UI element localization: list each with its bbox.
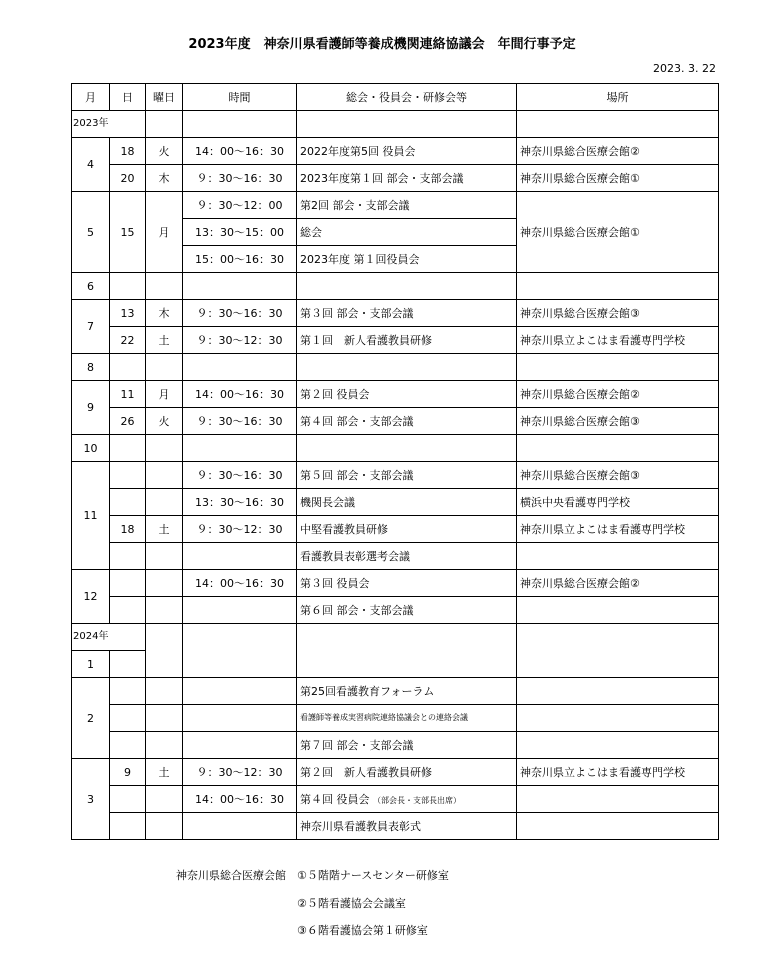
page-title: 2023年度 神奈川県看護師等養成機関連絡協議会 年間行事予定 [188,37,576,52]
event-text: 第４回 役員会 [300,792,370,806]
table-row [72,813,719,840]
month-cell: 1 [72,651,110,678]
day-cell: 15 [110,192,146,273]
table-row [72,732,719,759]
event-cell: 第２回 新人看護教員研修 [297,759,517,786]
table-row [72,543,719,570]
weekday-cell: 土 [146,327,183,354]
weekday-cell: 月 [146,192,183,273]
table-row [72,678,719,705]
event-cell: 2023年度第１回 部会・支部会議 [297,165,517,192]
weekday-cell: 火 [146,138,183,165]
month-cell: 5 [72,192,110,273]
table-row [72,354,719,381]
table-row [72,111,719,138]
time-cell: ９：30〜12：30 [183,759,297,786]
table-row [72,273,719,300]
weekday-cell: 火 [146,408,183,435]
place-cell: 神奈川県総合医療会館② [517,570,719,597]
place-cell: 横浜中央看護専門学校 [517,489,719,516]
day-cell: 11 [110,381,146,408]
event-cell: 第６回 部会・支部会議 [297,597,517,624]
place-cell: 神奈川県総合医療会館② [517,381,719,408]
place-cell: 神奈川県総合医療会館③ [517,408,719,435]
time-cell: ９：30〜16：30 [183,408,297,435]
place-cell: 神奈川県総合医療会館① [517,165,719,192]
table-row [72,300,719,327]
footnote-item: ③６階看護協会第１研修室 [297,924,428,937]
day-cell: 18 [110,516,146,543]
document-date: 2023. 3. 22 [653,62,716,75]
weekday-cell: 木 [146,165,183,192]
event-cell: 2022年度第5回 役員会 [297,138,517,165]
month-cell: 10 [72,435,110,462]
month-cell: 9 [72,381,110,435]
header-place: 場所 [517,84,719,111]
schedule-table [71,83,719,840]
table-row [72,435,719,462]
table-row [72,138,719,165]
table-row [72,381,719,408]
header-weekday: 曜日 [146,84,183,111]
table-row [72,705,719,732]
header-month: 月 [72,84,110,111]
day-cell: 22 [110,327,146,354]
table-row [72,408,719,435]
month-cell: 3 [72,759,110,840]
time-cell: 14：00〜16：30 [183,381,297,408]
weekday-cell: 土 [146,516,183,543]
place-cell: 神奈川県総合医療会館② [517,138,719,165]
day-cell: 18 [110,138,146,165]
month-cell: 6 [72,273,110,300]
place-cell: 神奈川県総合医療会館③ [517,300,719,327]
place-cell: 神奈川県総合医療会館③ [517,462,719,489]
day-cell: 26 [110,408,146,435]
year-label: 2023年 [72,111,146,138]
table-row [72,786,719,813]
table-row [72,489,719,516]
event-cell: 第４回 部会・支部会議 [297,408,517,435]
year-label: 2024年 [72,624,146,651]
event-cell: 看護教員表彰選考会議 [297,543,517,570]
weekday-cell: 月 [146,381,183,408]
time-cell: 14：00〜16：30 [183,786,297,813]
event-cell: 第３回 役員会 [297,570,517,597]
time-cell: 14：00〜16：30 [183,138,297,165]
footnote-label: 神奈川県総合医療会館 [176,869,286,882]
table-row [72,192,719,219]
table-row [72,462,719,489]
event-note: （部会長・支部長出席） [373,795,461,805]
event-cell: 第３回 部会・支部会議 [297,300,517,327]
event-cell: 第１回 新人看護教員研修 [297,327,517,354]
event-cell: 機関長会議 [297,489,517,516]
event-cell: 第２回 役員会 [297,381,517,408]
month-cell: 8 [72,354,110,381]
footnote-item: ②５階看護協会会議室 [297,897,406,910]
event-cell: 神奈川県看護教員表彰式 [297,813,517,840]
weekday-cell: 土 [146,759,183,786]
event-cell: 総会 [297,219,517,246]
header-time: 時間 [183,84,297,111]
time-cell: ９：30〜12：30 [183,516,297,543]
time-cell: ９：30〜16：30 [183,300,297,327]
month-cell: 12 [72,570,110,624]
place-cell: 神奈川県立よこはま看護専門学校 [517,327,719,354]
time-cell: ９：30〜16：30 [183,462,297,489]
day-cell: 20 [110,165,146,192]
event-cell: 看護師等養成実習病院連絡協議会との連絡会議 [297,705,517,732]
header-day: 日 [110,84,146,111]
table-header-row [72,84,719,111]
event-cell: 中堅看護教員研修 [297,516,517,543]
event-cell: 第７回 部会・支部会議 [297,732,517,759]
event-cell: 第５回 部会・支部会議 [297,462,517,489]
table-row [72,624,719,651]
table-row [72,759,719,786]
footnote-item: ①５階階ナースセンター研修室 [297,869,449,882]
table-row [72,327,719,354]
event-cell: 第2回 部会・支部会議 [297,192,517,219]
day-cell: 13 [110,300,146,327]
month-cell: 11 [72,462,110,570]
time-cell: ９：30〜12：00 [183,192,297,219]
event-cell: 第25回看護教育フォーラム [297,678,517,705]
time-cell: 13：30〜16：30 [183,489,297,516]
time-cell: 13：30〜15：00 [183,219,297,246]
place-cell: 神奈川県立よこはま看護専門学校 [517,759,719,786]
day-cell: 9 [110,759,146,786]
time-cell: ９：30〜16：30 [183,165,297,192]
place-cell: 神奈川県立よこはま看護専門学校 [517,516,719,543]
table-row [72,165,719,192]
event-cell: 2023年度 第１回役員会 [297,246,517,273]
time-cell: 14：00〜16：30 [183,570,297,597]
table-row [72,516,719,543]
table-row [72,597,719,624]
table-row [72,570,719,597]
place-cell: 神奈川県総合医療会館① [517,192,719,273]
time-cell: ９：30〜12：30 [183,327,297,354]
header-event: 総会・役員会・研修会等 [297,84,517,111]
time-cell: 15：00〜16：30 [183,246,297,273]
event-cell [297,786,517,813]
weekday-cell: 木 [146,300,183,327]
month-cell: 2 [72,678,110,759]
month-cell: 7 [72,300,110,354]
month-cell: 4 [72,138,110,192]
